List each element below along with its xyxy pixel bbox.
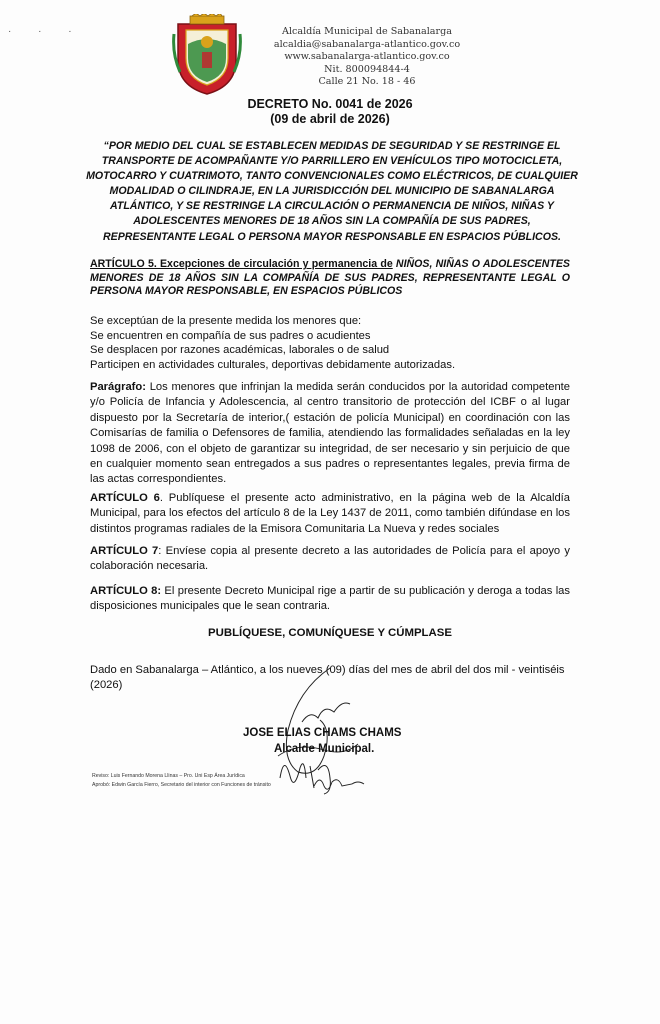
paragrafo-label: Parágrafo: bbox=[90, 381, 146, 393]
org-website: www.sabanalarga-atlantico.gov.co bbox=[284, 51, 450, 63]
article-8-label: ARTÍCULO 8: bbox=[90, 585, 162, 597]
article-8 bbox=[90, 584, 570, 615]
list-item: Se desplacen por razones académicas, laborales o de salud bbox=[90, 344, 390, 356]
signer-name: JOSE ELIAS CHAMS CHAMS bbox=[243, 727, 402, 739]
article-7-text: : Envíese copia al presente decreto a las autoridades de Policía para el apoyo y colaboración necesaria. bbox=[90, 545, 570, 573]
exceptions-list bbox=[90, 314, 570, 372]
article-5-heading: ARTÍCULO 5. Excepciones de circulación y permanencia de bbox=[90, 258, 393, 270]
article-8-text: El presente Decreto Municipal rige a partir de su publicación y deroga a todas las disposiciones municipales que le sean contraria. bbox=[90, 585, 570, 613]
reviewed-by: Reviso: Luis Fernando Morena Llinas – Pro. Uni Esp Área Jurídica bbox=[92, 773, 245, 779]
signer-role: Alcalde Municipal. bbox=[274, 743, 375, 755]
decree-subject: “POR MEDIO DEL CUAL SE ESTABLECEN MEDIDAS DE SEGURIDAD Y SE RESTRINGE EL TRANSPORTE DE ACOMPAÑANTE Y/O PARRILLERO EN VEHÍCULOS TIPO MOTOCICLETA, MOTOCARRO Y CUATRIMOTO, TANTO CONVENCIONALES COMO ELÉCTRICOS, DE CUALQUIER MODALIDAD O CILINDRAJE, EN LA JURISDICCIÓN DEL MUNICIPIO DE SABANALARGA ATLÁNTICO, Y SE RESTRINGE LA CIRCULACIÓN O PERMANENCIA DE NIÑOS, NIÑAS Y ADOLESCENTES MENORES DE 18 AÑOS SIN LA COMPAÑÍA DE SUS PADRES, REPRESENTANTE LEGAL O PERSONA MAYOR RESPONSABLE EN ESPACIOS PÚBLICOS. bbox=[86, 140, 578, 243]
reviewer-signature bbox=[312, 772, 366, 796]
approved-by: Aprobó: Edwin García Fierro, Secretario del interior con Funciones de tránsito bbox=[92, 782, 271, 788]
org-name: Alcaldía Municipal de Sabanalarga bbox=[282, 26, 452, 37]
dado-en: Dado en Sabanalarga – Atlántico, a los nueves (09) días del mes de abril del dos mil - veintiséis (2026) bbox=[90, 664, 565, 692]
article-5 bbox=[90, 258, 570, 299]
decree-date: (09 de abril de 2026) bbox=[270, 112, 390, 126]
article-7 bbox=[90, 544, 570, 575]
org-email: alcaldia@sabanalarga-atlantico.gov.co bbox=[273, 38, 461, 50]
decree-title: DECRETO No. 0041 de 2026 bbox=[247, 97, 413, 111]
org-nit: Nit. 800094844-4 bbox=[324, 63, 410, 75]
list-item: Se encuentren en compañía de sus padres o acudientes bbox=[90, 329, 371, 342]
article-6-label: ARTÍCULO 6 bbox=[90, 492, 160, 504]
list-item: Participen en actividades culturales, deportivas debidamente autorizadas. bbox=[90, 358, 456, 371]
article-6-text: . Publíquese el presente acto administrativo, en la página web de la Alcaldía Municipal, para los efectos del artículo 8 de la Ley 1437 de 2011, como también difúndase en los distintos programas radiales de la Emisora Comunitaria La Nueva y redes sociales bbox=[90, 492, 571, 535]
article-6 bbox=[90, 491, 570, 537]
article-7-label: ARTÍCULO 7 bbox=[90, 545, 159, 557]
paragrafo bbox=[90, 380, 570, 488]
exceptions-intro: Se exceptúan de la presente medida los menores que: bbox=[90, 315, 362, 327]
paragrafo-text: Los menores que infrinjan la medida serán conducidos por la autoridad competente y/o Policía de Infancia y Adolescencia, al centro transitorio de protección del ICBF o al lugar dispuesto por la Secretaría de interior,( estación de policía Municipal) en coordinación con las Comisarías de familia o Defensores de familia, atendiendo las formalidades señaladas en la ley 1098 de 2006, con el objeto de garantizar su integridad, de ser necesario y sin perjuicio de que en cualquier momento sean entregados a sus padres o representantes legales, previa firma de las actas correspondientes. bbox=[90, 381, 570, 486]
article-5-rest: NIÑOS, NIÑAS O ADOLESCENTES MENORES DE 18 AÑOS SIN LA COMPAÑÍA DE SUS PADRES, REPRESENTANTE LEGAL O PERSONA MAYOR RESPONSABLE, EN ESPACIOS PÚBLICOS bbox=[90, 258, 570, 298]
org-address: Calle 21 No. 18 - 46 bbox=[318, 76, 416, 88]
municipal-shield-logo bbox=[172, 14, 242, 96]
closing-formula: PUBLÍQUESE, COMUNÍQUESE Y CÚMPLASE bbox=[208, 627, 452, 639]
letterhead-block bbox=[262, 26, 472, 89]
scan-specks: · · · bbox=[8, 26, 84, 37]
